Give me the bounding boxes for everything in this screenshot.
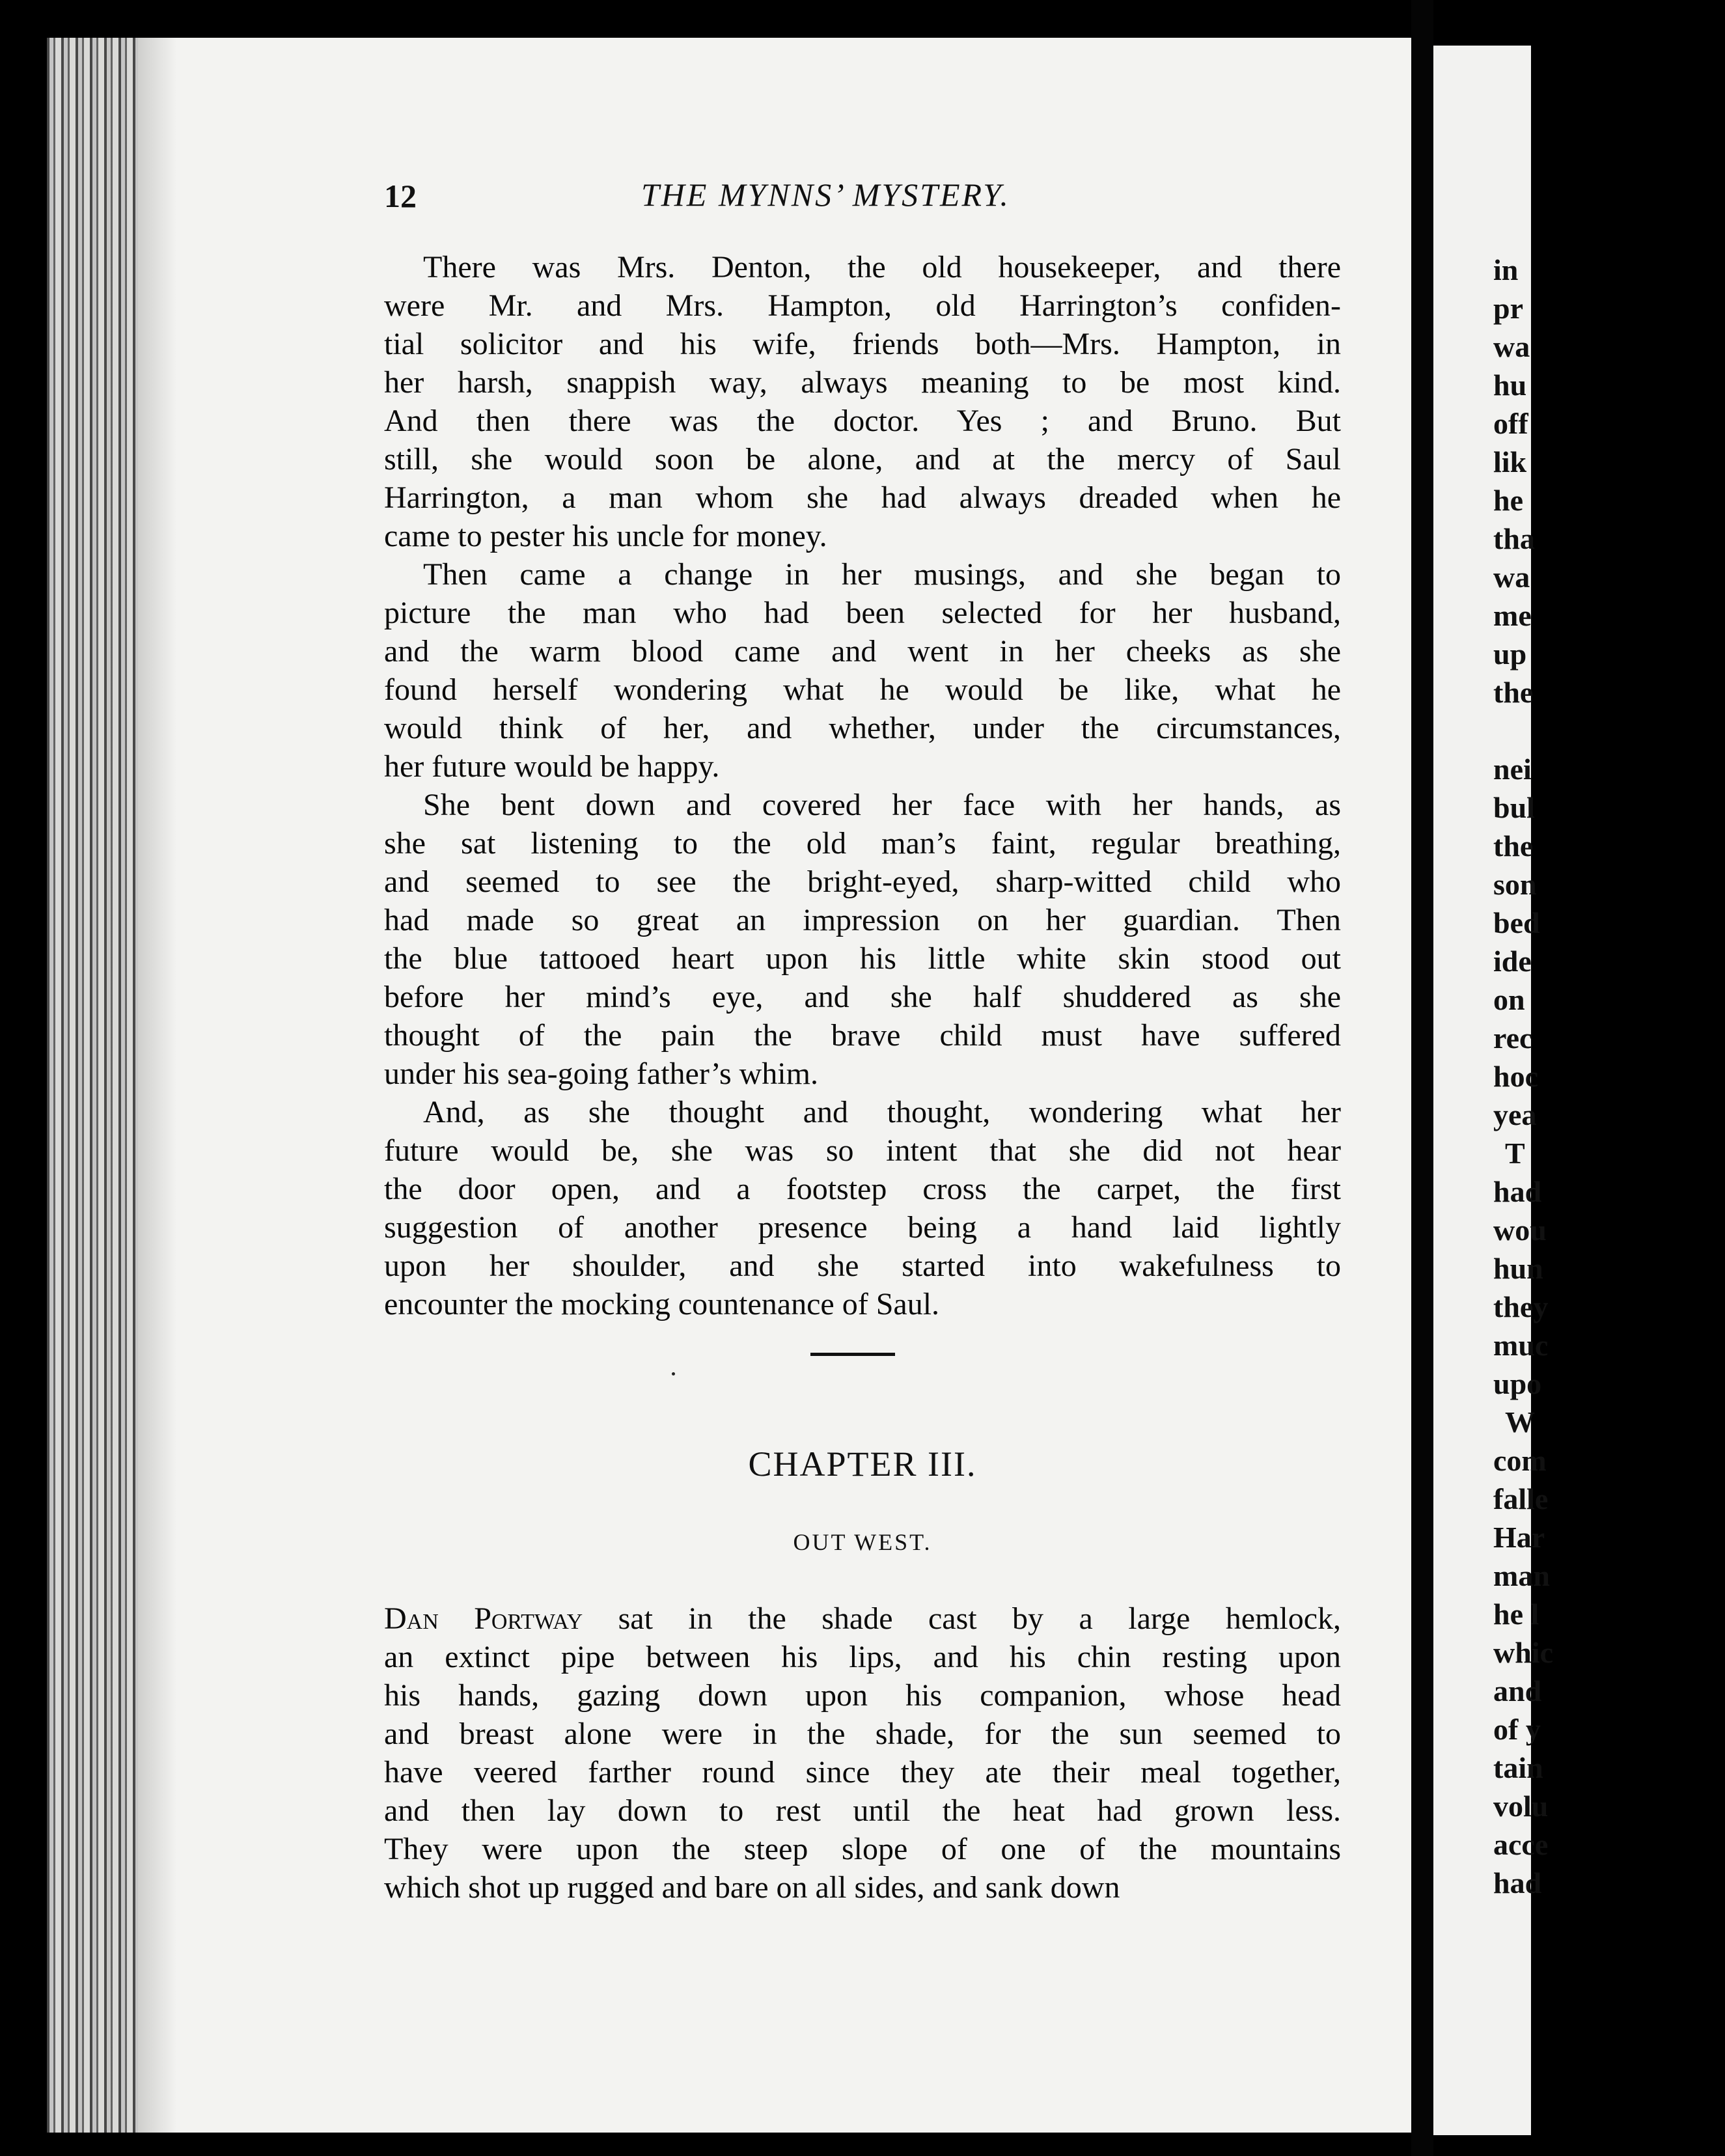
facing-page-fragment: in bbox=[1493, 253, 1519, 286]
facing-page-fragment: wou bbox=[1493, 1213, 1547, 1247]
facing-page-fragment: volu bbox=[1493, 1790, 1549, 1823]
facing-page-fragment: wa bbox=[1493, 330, 1530, 363]
chapter-paragraph bbox=[384, 1599, 1341, 1907]
paragraph-line: and seemed to see the bright-eyed, sharp-witted child who bbox=[384, 864, 1341, 899]
paragraph-line: before her mind’s eye, and she half shuddered as she bbox=[384, 980, 1341, 1014]
paragraph bbox=[384, 555, 1341, 786]
paragraph-line: and breast alone were in the shade, for the sun seemed to bbox=[384, 1717, 1341, 1751]
running-title: THE MYNNS’ MYSTERY. bbox=[641, 176, 1010, 213]
facing-page-fragment: man bbox=[1493, 1559, 1550, 1592]
paragraph-line: suggestion of another presence being a hand laid lightly bbox=[384, 1210, 1341, 1245]
facing-page-fragment: me bbox=[1493, 599, 1532, 632]
facing-page-fragment: bul bbox=[1493, 791, 1535, 824]
facing-page-fragment: of y bbox=[1493, 1713, 1541, 1746]
paragraph bbox=[384, 786, 1341, 1093]
paragraph-line: She bent down and covered her face with her hands, as bbox=[423, 788, 1341, 822]
facing-page-fragment: pr bbox=[1493, 292, 1523, 325]
paragraph-line: she sat listening to the old man’s faint, regular breathing, bbox=[384, 826, 1341, 861]
facing-page bbox=[1433, 46, 1553, 2135]
paragraph-line: And then there was the doctor. Yes ; and Bruno. But bbox=[384, 404, 1341, 438]
binding-edge bbox=[47, 38, 138, 2133]
facing-page-fragment: had bbox=[1493, 1175, 1542, 1208]
paragraph-line: Then came a change in her musings, and she began to bbox=[423, 557, 1341, 592]
page-gutter bbox=[1411, 0, 1433, 2156]
paragraph-line: and the warm blood came and went in her cheeks as she bbox=[384, 634, 1341, 669]
page-number: 12 bbox=[384, 178, 417, 214]
paragraph-line: They were upon the steep slope of one of the mountains bbox=[384, 1832, 1341, 1866]
paragraph bbox=[384, 1093, 1341, 1323]
facing-page-fragment: T bbox=[1505, 1137, 1525, 1170]
facing-page-fragment: com bbox=[1493, 1444, 1547, 1477]
facing-page-fragment: yea bbox=[1493, 1098, 1537, 1131]
paragraph-line bbox=[384, 1599, 1341, 1638]
paragraph-line: There was Mrs. Denton, the old housekeeper, and there bbox=[423, 250, 1341, 284]
paragraph-line: the door open, and a footstep cross the carpet, the first bbox=[384, 1172, 1341, 1206]
facing-page-fragment: had bbox=[1493, 1866, 1542, 1900]
facing-page-fragment: ide bbox=[1493, 945, 1532, 978]
facing-page-fragment: off bbox=[1493, 407, 1528, 440]
paragraph-line: encounter the mocking countenance of Saul. bbox=[384, 1287, 940, 1321]
facing-page-fragment: nei bbox=[1493, 753, 1532, 786]
facing-page-fragment: and bbox=[1493, 1674, 1542, 1707]
paragraph-line: her future would be happy. bbox=[384, 749, 720, 784]
chapter-rule bbox=[810, 1353, 895, 1356]
paragraph-line: And, as she thought and thought, wondering what her bbox=[423, 1095, 1341, 1129]
facing-page-fragment: upo bbox=[1493, 1367, 1542, 1400]
facing-page-fragment: acce bbox=[1493, 1828, 1549, 1861]
facing-page-fragment: muc bbox=[1493, 1329, 1549, 1362]
facing-page-fragment: they bbox=[1493, 1290, 1549, 1323]
paragraph-line: were Mr. and Mrs. Hampton, old Harrington’s confiden- bbox=[384, 288, 1341, 323]
paragraph bbox=[384, 248, 1341, 555]
paragraph-line: found herself wondering what he would be like, what he bbox=[384, 672, 1341, 707]
paragraph-line: have veered farther round since they ate their meal together, bbox=[384, 1755, 1341, 1790]
facing-page-fragment: he l bbox=[1493, 1597, 1539, 1631]
facing-page-fragment: hu bbox=[1493, 368, 1527, 402]
facing-page-fragment: tain bbox=[1493, 1751, 1543, 1784]
paragraph-line: would think of her, and whether, under the circumstances, bbox=[384, 711, 1341, 745]
facing-page-fragment: hoc bbox=[1493, 1060, 1538, 1093]
paragraph-line: thought of the pain the brave child must have suffered bbox=[384, 1018, 1341, 1053]
paragraph-line: still, she would soon be alone, and at the mercy of Saul bbox=[384, 442, 1341, 477]
paragraph-line: an extinct pipe between his lips, and his chin resting upon bbox=[384, 1640, 1341, 1674]
paragraph-line: picture the man who had been selected for her husband, bbox=[384, 596, 1341, 630]
paragraph-line: the blue tattooed heart upon his little white skin stood out bbox=[384, 941, 1341, 976]
paragraph-line: upon her shoulder, and she started into wakefulness to bbox=[384, 1249, 1341, 1283]
paragraph-line: Harrington, a man whom she had always dreaded when he bbox=[384, 480, 1341, 515]
facing-page-fragment: wa bbox=[1493, 560, 1530, 594]
facing-page-fragment: whic bbox=[1493, 1636, 1553, 1669]
paragraph-line: and then lay down to rest until the heat had grown less. bbox=[384, 1793, 1341, 1828]
paragraph-line: had made so great an impression on her guardian. Then bbox=[384, 903, 1341, 937]
paragraph-line: came to pester his uncle for money. bbox=[384, 519, 827, 553]
print-speck bbox=[672, 1372, 675, 1375]
chapter-title: CHAPTER III. bbox=[748, 1444, 977, 1484]
paragraph-line: her harsh, snappish way, always meaning to be most kind. bbox=[384, 365, 1341, 400]
facing-page-fragment: falle bbox=[1493, 1482, 1549, 1515]
facing-page-fragment: son bbox=[1493, 868, 1537, 901]
opening-words: Dan Portway bbox=[384, 1601, 583, 1636]
facing-page-fragment: bed bbox=[1493, 906, 1540, 939]
opening-line-rest: sat in the shade cast by a large hemlock, bbox=[583, 1601, 1342, 1636]
facing-page-fragment: on bbox=[1493, 983, 1525, 1016]
paragraph-line: which shot up rugged and bare on all sides, and sank down bbox=[384, 1870, 1120, 1905]
facing-page-fragment: lik bbox=[1493, 445, 1527, 478]
facing-page-fragment: rec bbox=[1493, 1021, 1533, 1055]
facing-page-fragment: Har bbox=[1493, 1521, 1545, 1554]
paragraph-line: future would be, she was so intent that she did not hear bbox=[384, 1133, 1341, 1168]
binding-shadow bbox=[138, 38, 177, 2133]
paragraph-line: under his sea-going father’s whim. bbox=[384, 1057, 818, 1091]
facing-page-fragment: the bbox=[1493, 829, 1534, 863]
chapter-subtitle: OUT WEST. bbox=[793, 1529, 932, 1555]
paragraph-line: tial solicitor and his wife, friends both—Mrs. Hampton, in bbox=[384, 327, 1341, 361]
facing-page-fragment: the bbox=[1493, 676, 1534, 709]
facing-page-fragment: hun bbox=[1493, 1252, 1543, 1285]
paragraph-line: his hands, gazing down upon his companion, whose head bbox=[384, 1678, 1341, 1713]
facing-page-fragment: he bbox=[1493, 484, 1523, 517]
facing-page-fragment: tha bbox=[1493, 522, 1535, 555]
facing-page-fragment: up bbox=[1493, 637, 1527, 670]
facing-page-fragment: W bbox=[1505, 1405, 1535, 1439]
